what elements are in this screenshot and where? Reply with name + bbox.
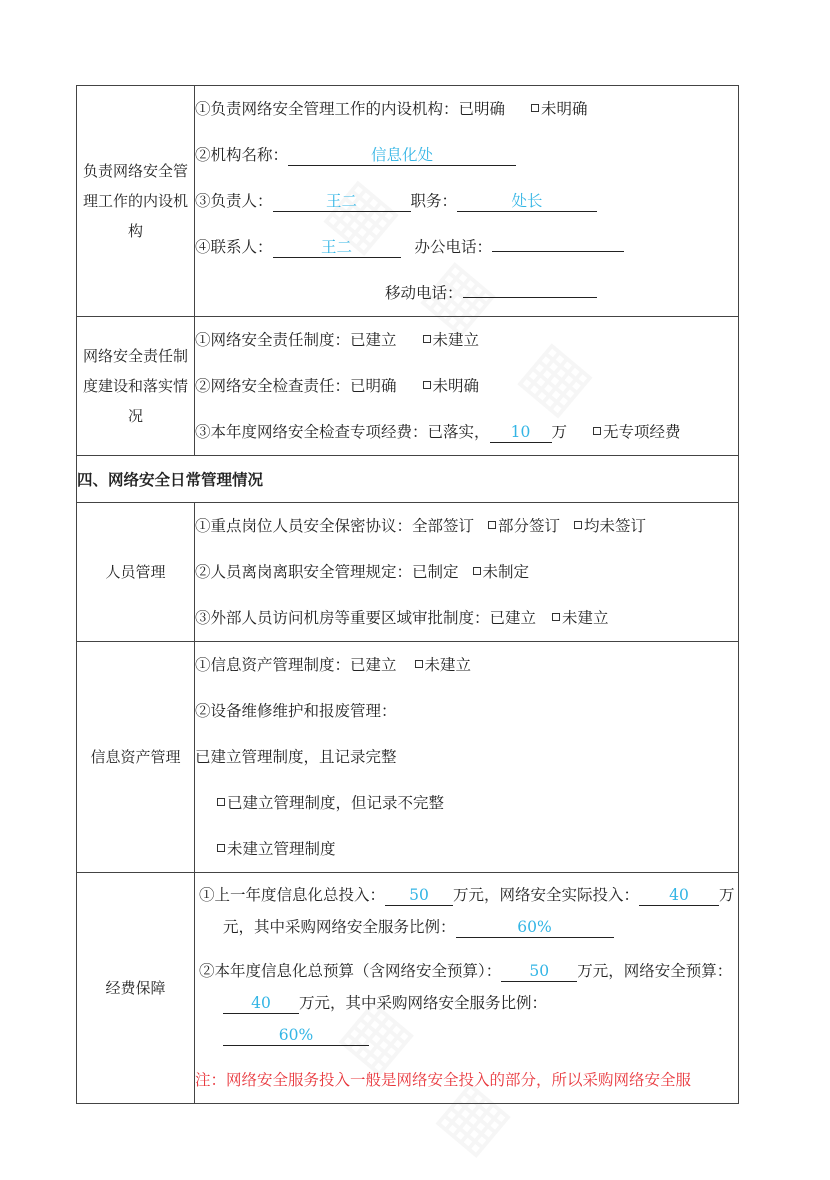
- org-line-1: ①负责网络安全管理工作的内设机构：已明确 未明确: [195, 100, 588, 118]
- this-year-total-field[interactable]: 50: [501, 961, 577, 982]
- assets-line-2: ②设备维修维护和报废管理：: [195, 702, 397, 720]
- checkbox[interactable]: [574, 521, 582, 529]
- checkbox[interactable]: [217, 844, 225, 852]
- personnel-row: [77, 503, 739, 642]
- office-phone-field[interactable]: [492, 251, 624, 252]
- last-year-total-field[interactable]: 50: [385, 885, 453, 906]
- resp-label: 网络安全责任制度建设和落实情况: [77, 317, 195, 456]
- org-line-3: ③负责人： 王二 职务： 处长: [195, 178, 738, 224]
- resp-line-3: ③本年度网络安全检查专项经费：已落实， 10 万 无专项经费: [195, 423, 681, 441]
- assets-line-1: ①信息资产管理制度：已建立 未建立: [195, 656, 472, 674]
- assets-row: [77, 642, 739, 873]
- funding-content: [195, 873, 739, 1104]
- last-year-ratio-field[interactable]: 60%: [456, 917, 614, 938]
- checkbox[interactable]: [593, 427, 601, 435]
- checkbox[interactable]: [473, 567, 481, 575]
- resp-line-1: ①网络安全责任制度：已建立 未建立: [195, 331, 480, 349]
- contact-field[interactable]: 王二: [273, 237, 401, 258]
- personnel-line-2: ②人员离岗离职安全管理规定：已制定 未制定: [195, 563, 530, 581]
- this-year-security-field[interactable]: 40: [223, 993, 299, 1014]
- org-line-5: 移动电话：: [195, 270, 738, 316]
- assets-line-5: 未建立管理制度: [195, 826, 738, 872]
- funding-note: 注：网络安全服务投入一般是网络安全投入的部分，所以采购网络安全服: [195, 1071, 692, 1089]
- personnel-line-3: ③外部人员访问机房等重要区域审批制度：已建立 未建立: [195, 609, 609, 627]
- org-label: 负责网络安全管理工作的内设机构: [77, 86, 195, 317]
- personnel-line-1: ①重点岗位人员安全保密协议：全部签订 部分签订 均未签订: [195, 517, 647, 535]
- resp-content: [195, 317, 739, 456]
- funding-row: [77, 873, 739, 1104]
- funding-para-1: ①上一年度信息化总投入： 50 万元，网络安全实际投入： 40 万元，其中采购网络安全服务比例： 60%: [199, 886, 735, 936]
- assets-line-3: 已建立管理制度，且记录完整: [195, 748, 397, 766]
- checkbox[interactable]: [423, 335, 431, 343]
- checkbox[interactable]: [552, 613, 560, 621]
- check-budget-field[interactable]: 10: [490, 422, 552, 443]
- checkbox[interactable]: [423, 381, 431, 389]
- assets-line-4: 已建立管理制度，但记录不完整: [195, 780, 738, 826]
- mobile-phone-field[interactable]: [463, 297, 597, 298]
- section4-row: [77, 456, 739, 503]
- assets-label: 信息资产管理: [77, 642, 195, 873]
- checkbox[interactable]: [531, 104, 539, 112]
- last-year-security-field[interactable]: 40: [639, 885, 719, 906]
- personnel-label: 人员管理: [77, 503, 195, 642]
- dept-name-field[interactable]: 信息化处: [288, 145, 516, 166]
- resp-row: [77, 317, 739, 456]
- checkbox[interactable]: [217, 798, 225, 806]
- personnel-content: [195, 503, 739, 642]
- form-table: [76, 85, 739, 1104]
- checkbox[interactable]: [415, 660, 423, 668]
- section-title: 四、网络安全日常管理情况: [77, 456, 739, 503]
- org-row: [77, 86, 739, 317]
- funding-para-2: ②本年度信息化总预算（含网络安全预算）： 50 万元，网络安全预算：40 万元，其中采购网络安全服务比例： 60%: [199, 962, 733, 1044]
- org-line-2: ②机构名称： 信息化处: [195, 132, 738, 178]
- this-year-ratio-field[interactable]: 60%: [223, 1025, 369, 1046]
- checkbox[interactable]: [488, 521, 496, 529]
- resp-line-2: ②网络安全检查责任：已明确 未明确: [195, 377, 480, 395]
- org-line-4: ④联系人： 王二 办公电话：: [195, 224, 738, 270]
- funding-label: 经费保障: [77, 873, 195, 1104]
- position-field[interactable]: 处长: [457, 191, 597, 212]
- leader-field[interactable]: 王二: [273, 191, 411, 212]
- assets-content: [195, 642, 739, 873]
- org-content: [195, 86, 739, 317]
